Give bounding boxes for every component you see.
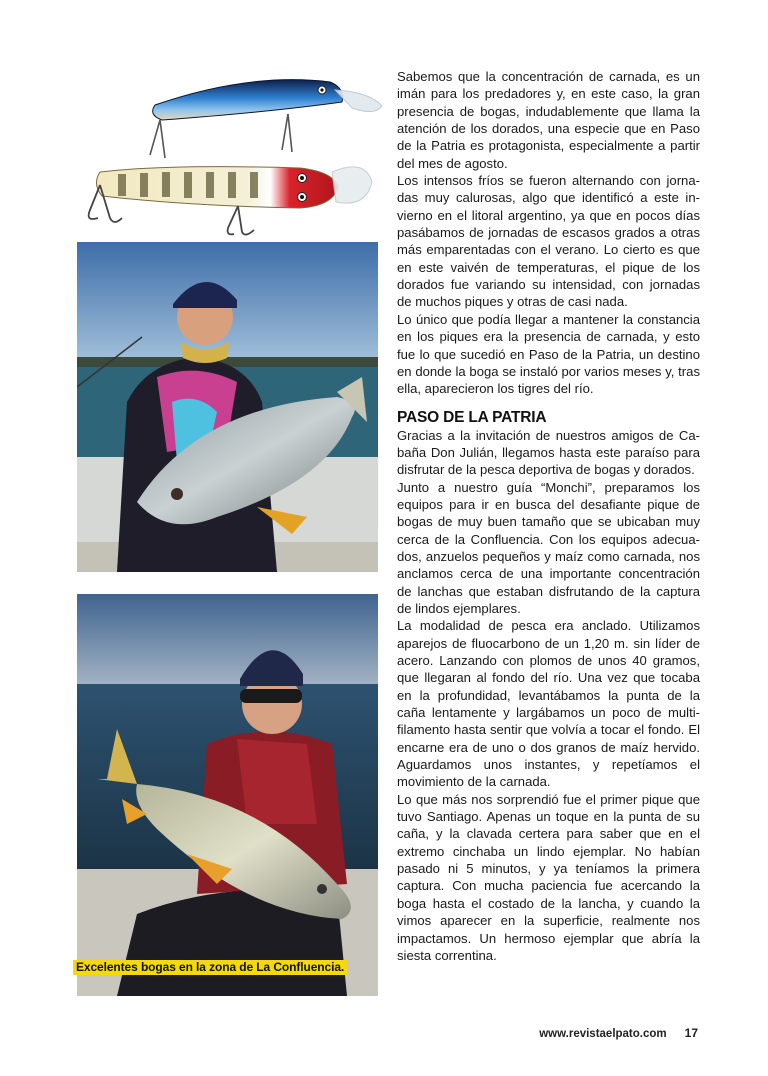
- paragraph: Sabemos que la concentración de carnada, es un imán para los predadores y, en este caso, la gran presencia de bogas, indudablemente que llama la atención de los dorados, una especie que en Paso de la Patria es protagonista, especialmente a partir del mes de agosto.: [397, 69, 700, 171]
- photo-angler-with-boga: [77, 242, 378, 572]
- paragraph: Junto a nuestro guía “Monchi”, preparamos los equipos para ir en busca del desafiante pique de bogas de muy buen tamaño que se ubicaban muy cerca de la Confluencia. Con los equipos adecuados, anzuelos pequeños y maíz como carnada, nos anclamos cerca de una importante concentración de lanchas que estaban disfrutando de la captura de lindos ejemplares.: [397, 479, 700, 616]
- paragraph: Lo que más nos sorprendió fue el primer pique que tuvo Santiago. Apenas un toque en la punta de su caña, y la clavada certera para saber que en el extremo cinchaba un lindo ejemplar. No habían pasado ni 5 minutos, y ya teníamos la primera captura. Con mucha paciencia fue acercando la boga hasta el costado de la lancha, y cuando la vimos aparecer en la superficie, realmente nos impactamos. Un hermoso ejemplar que abría la siesta correntina.: [397, 791, 700, 963]
- page-number: 17: [684, 1026, 698, 1040]
- article-body: [397, 68, 700, 964]
- paragraph: Gracias a la invitación de nuestros amigos de Cabaña Don Julián, llegamos hasta este paraíso para disfrutar de la pesca deportiva de bogas y dorados.: [397, 427, 700, 478]
- photo-caption: Excelentes bogas en la zona de La Confluencia.: [73, 960, 347, 975]
- paragraph: Los intensos fríos se fueron alternando con jornadas muy calurosas, algo que identificó a este invierno en el litoral argentino, ya que en pocos días pasábamos de jornadas de escasos grados a otras más emparentadas con el verano. Lo cierto es que en este vaivén de temperaturas, el pique de los dorados fue variando su intensidad, con jornadas de muchos piques y otras de casi nada.: [397, 173, 700, 310]
- website-link[interactable]: www.revistaelpato.com: [539, 1028, 667, 1040]
- fishing-lures-image: [70, 60, 390, 240]
- section-heading: PASO DE LA PATRIA: [397, 408, 547, 426]
- photo-angler-with-cap-and-boga: [77, 594, 378, 996]
- paragraph: Lo único que podía llegar a mantener la constancia en los piques era la presencia de carnada, y esto fue lo que sucedió en Paso de la Patria, un destino en donde la boga se instaló por varios meses y, tras ella, aparecieron los tigres del río.: [397, 311, 700, 397]
- page-footer: [539, 1026, 698, 1040]
- paragraph: La modalidad de pesca era anclado. Utilizamos aparejos de fluocarbono de un 1,20 m. sin líder de acero. Lanzando con plomos de unos 40 gramos, que llegaran al fondo del río. Una vez que tocaba en la profundidad, levantábamos la punta de la caña lentamente y largábamos un poco de multifilamento hasta sentir que volvía a tocar el fondo. El encarne era de uno o dos granos de maíz hervido. Aguardamos unos instantes, y repetíamos el movimiento de la carnada.: [397, 618, 700, 790]
